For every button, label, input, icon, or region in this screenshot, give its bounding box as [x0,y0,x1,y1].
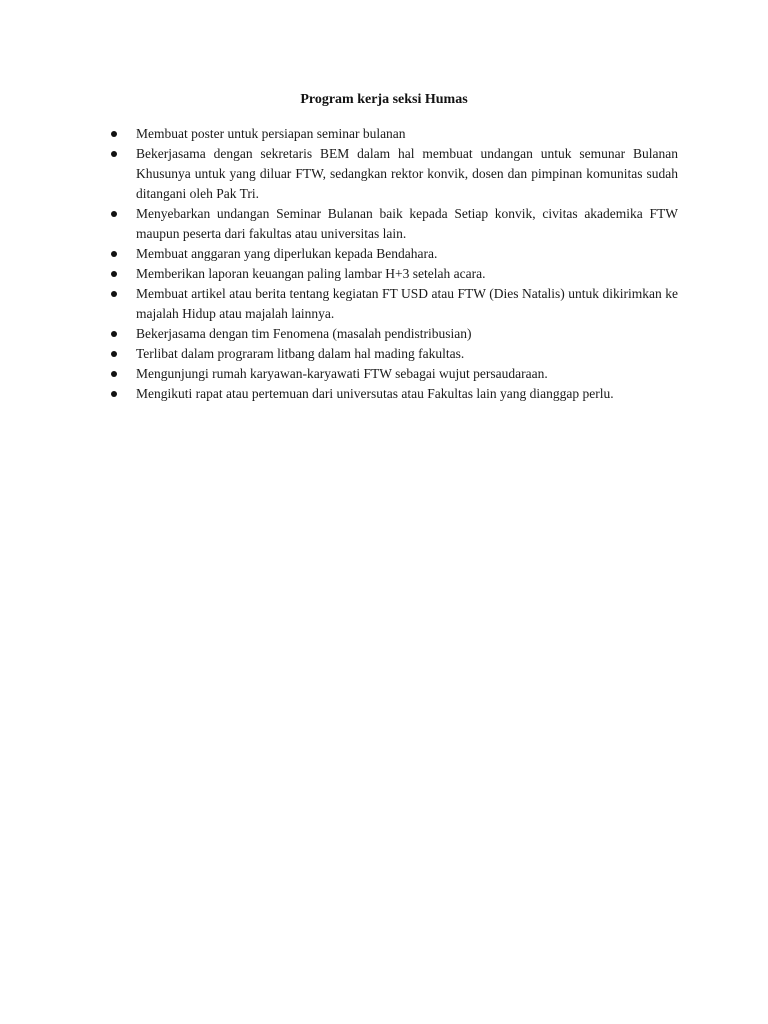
list-item [108,384,678,404]
list-item [108,204,678,244]
list-item [108,264,678,284]
list-item [108,124,678,144]
bullet-icon [111,291,117,297]
page-title: Program kerja seksi Humas [300,92,468,107]
bullet-icon [111,331,117,337]
list-item-text: Menyebarkan undangan Seminar Bulanan baik kepada Setiap konvik, civitas akademika FTW maupun peserta dari fakultas atau universitas lain. [136,206,678,241]
bullet-icon [111,351,117,357]
list-item-text: Mengikuti rapat atau pertemuan dari universutas atau Fakultas lain yang dianggap perlu. [136,386,614,401]
list-item [108,144,678,204]
bullet-icon [111,211,117,217]
list-item-text: Bekerjasama dengan tim Fenomena (masalah pendistribusian) [136,326,472,341]
bullet-icon [111,131,117,137]
list-item [108,324,678,344]
list-item-text: Membuat anggaran yang diperlukan kepada Bendahara. [136,246,438,261]
list-item-text: Membuat poster untuk persiapan seminar bulanan [136,126,406,141]
list-item-text: Mengunjungi rumah karyawan-karyawati FTW sebagai wujut persaudaraan. [136,366,548,381]
bullet-icon [111,391,117,397]
work-program-list [108,124,678,404]
list-item [108,364,678,384]
list-item [108,344,678,364]
list-item-text: Membuat artikel atau berita tentang kegiatan FT USD atau FTW (Dies Natalis) untuk dikirimkan ke majalah Hidup atau majalah lainnya. [136,286,678,321]
list-item-text: Terlibat dalam prograram litbang dalam hal mading fakultas. [136,346,465,361]
list-item-text: Bekerjasama dengan sekretaris BEM dalam hal membuat undangan untuk semunar Bulanan Khusunya untuk yang diluar FTW, sedangkan rektor konvik, dosen dan pimpinan komunitas sudah ditangani oleh Pak Tri. [136,146,678,201]
bullet-icon [111,371,117,377]
list-item [108,244,678,264]
bullet-icon [111,251,117,257]
bullet-icon [111,151,117,157]
list-item-text: Memberikan laporan keuangan paling lambar H+3 setelah acara. [136,266,486,281]
bullet-icon [111,271,117,277]
list-item [108,284,678,324]
